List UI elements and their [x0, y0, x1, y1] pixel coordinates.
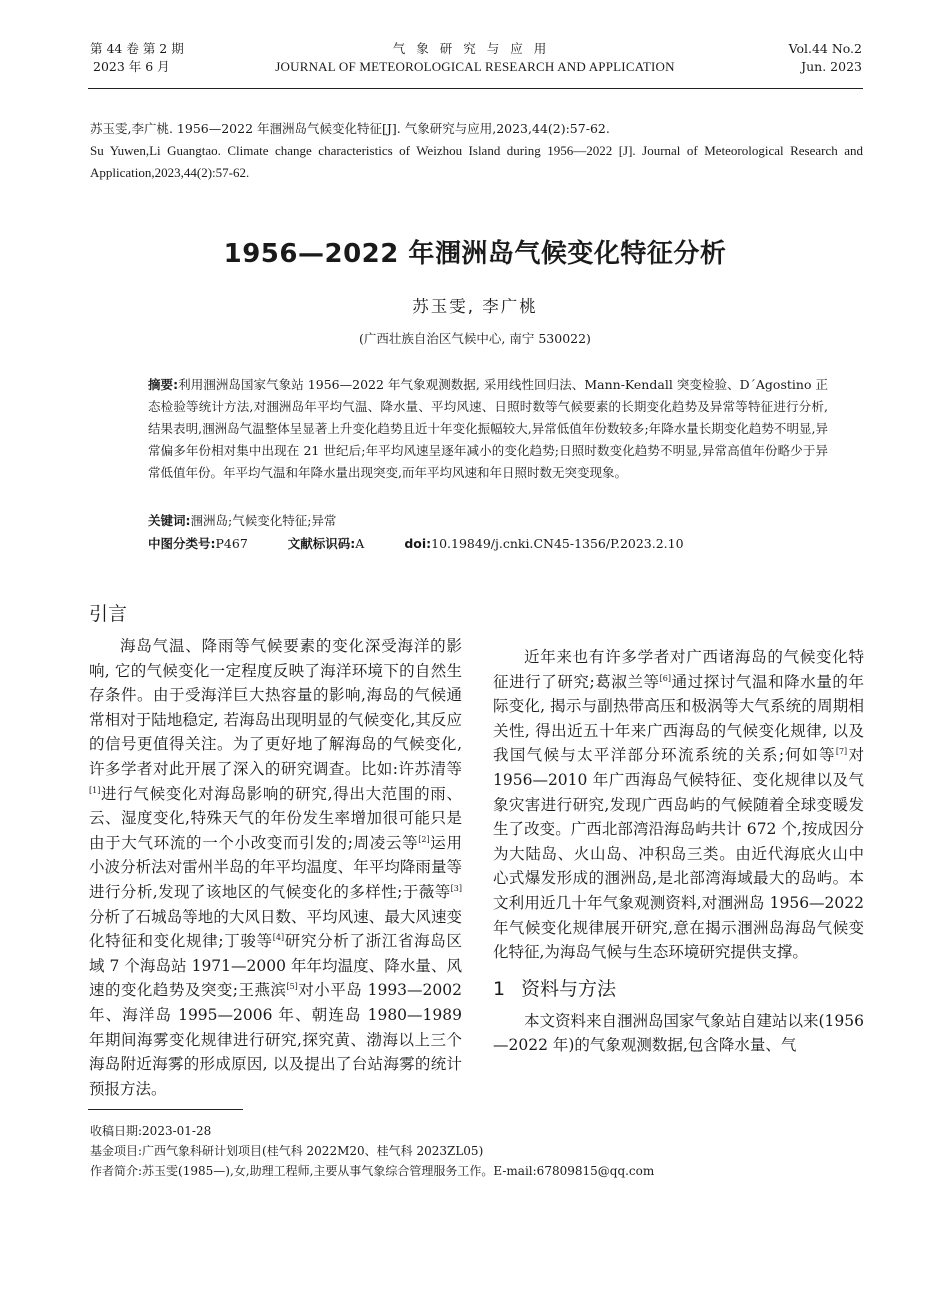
- footnote-author-bio: 作者简介:苏玉雯(1985—),女,助理工程师,主要从事气象综合管理服务工作。E-mail:67809815@qq.com: [90, 1164, 655, 1178]
- body-column-left: [89, 596, 462, 1101]
- ref-1: [1]: [89, 785, 101, 795]
- keywords: [148, 510, 336, 532]
- citation-cn: 苏玉雯,李广桃. 1956—2022 年涠洲岛气候变化特征[J]. 气象研究与应用,2023,44(2):57-62.: [90, 121, 610, 136]
- header-divider: [88, 88, 863, 89]
- clc-value: P467: [215, 536, 248, 551]
- volume-issue-en: Vol.44 No.2: [788, 41, 862, 56]
- citation-en: Su Yuwen,Li Guangtao. Climate change characteristics of Weizhou Island during 1956—2022 [J]. Journal of Meteorological Research and Application,2023,44(2):57-62.: [90, 143, 863, 180]
- ref-6: [6]: [659, 673, 671, 683]
- abstract-label: 摘要:: [148, 377, 179, 392]
- intro-heading: 引言: [89, 603, 128, 625]
- section-1-paragraph-1: 本文资料来自涠洲岛国家气象站自建站以来(1956—2022 年)的气象观测数据,包含降水量、气: [493, 1011, 864, 1055]
- doi-label: doi:: [404, 536, 432, 551]
- running-header-right: [789, 40, 862, 76]
- section-1-title: 资料与方法: [521, 977, 617, 1000]
- issue-date: 2023 年 6 月: [93, 59, 170, 74]
- ref-3: [3]: [450, 883, 462, 893]
- abstract: [148, 374, 828, 484]
- journal-title-cn: 气象研究与应用: [392, 41, 558, 56]
- ref-5: [5]: [286, 982, 298, 992]
- section-1-number: 1: [493, 977, 506, 1000]
- body-column-right: [493, 596, 864, 1058]
- paper-authors: 苏玉雯, 李广桃: [412, 297, 538, 316]
- paper-title: 1956—2022 年涠洲岛气候变化特征分析: [223, 239, 727, 269]
- doc-code-value: A: [355, 536, 365, 551]
- doi-value: 10.19849/j.cnki.CN45-1356/P.2023.2.10: [431, 536, 684, 551]
- section-1-heading: [493, 971, 864, 1007]
- footnote-divider: [88, 1109, 243, 1110]
- keywords-text: 涠洲岛;气候变化特征;异常: [190, 513, 337, 528]
- ref-4: [4]: [272, 932, 285, 942]
- keywords-label: 关键词:: [148, 513, 191, 528]
- classification-row: [148, 533, 684, 555]
- volume-issue: 第 44 卷 第 2 期: [90, 41, 184, 56]
- ref-2: [2]: [418, 834, 430, 844]
- ref-7: [7]: [835, 747, 848, 757]
- paper-affiliation: (广西壮族自治区气候中心, 南宁 530022): [359, 331, 591, 346]
- footnote-fund: 基金项目:广西气象科研计划项目(桂气科 2022M20、桂气科 2023ZL05): [90, 1144, 484, 1158]
- issue-date-en: Jun. 2023: [801, 59, 862, 74]
- clc-label: 中图分类号:: [148, 536, 216, 551]
- intro-paragraph-1: 海岛气温、降雨等气候要素的变化深受海洋的影响, 它的气候变化一定程度反映了海洋环境下的自然生存条件。由于受海洋巨大热容量的影响,海岛的气候通常相对于陆地稳定, 若海岛出现明显的气候变化,其反应的信号更值得关注。为了更好地了解海岛的气候变化,许多学者对此开展了深入的研究调查。比如:许苏清等[1]进行气候变化对海岛影响的研究,得出大范围的雨、云、湿度变化,特殊天气的年份发生率增加很可能只是由于大气环流的一个小改变而引发的;周凌云等[2]运用小波分析法对雷州半岛的年平均温度、年平均降雨量等进行分析,发现了该地区的气候变化的多样性;于薇等[3]分析了石城岛等地的大风日数、平均风速、最大风速变化特征和变化规律;丁骏等[4]研究分析了浙江省海岛区域 7 个海岛站 1971—2000 年年均温度、降水量、风速的变化趋势及突变;王燕滨[5]对小平岛 1993—2002 年、海洋岛 1995—2006 年、朝连岛 1980—1989 年期间海雾变化规律进行研究,探究黄、渤海以上三个海岛附近海雾的形成原因, 以及提出了台站海雾的统计预报方法。: [89, 637, 462, 1098]
- intro-paragraph-2: 近年来也有许多学者对广西诸海岛的气候变化特征进行了研究;葛淑兰等[6]通过探讨气温和降水量的年际变化, 揭示与副热带高压和极涡等大气系统的周期相关性, 得出近五十年来广西海岛的气候变化规律, 以及我国气候与太平洋部分环流系统的关系;何如等[7]对 1956—2010 年广西海岛气候特征、变化规律以及气象灾害进行研究,发现广西岛屿的气候随着全球变暖发生了改变。广西北部湾沿海岛屿共计 672 个,按成因分为大陆岛、火山岛、冲积岛三类。由近代海底火山中心式爆发形成的涠洲岛,是北部湾海域最大的岛屿。本文利用近几十年气象观测资料,对涠洲岛 1956—2022 年气候变化规律展开研究,意在揭示涠洲岛海岛气候变化特征,为海岛气候与生态环境研究提供支撑。: [493, 648, 864, 962]
- footnote-received: 收稿日期:2023-01-28: [90, 1124, 212, 1138]
- doc-code-label: 文献标识码:: [287, 536, 356, 551]
- journal-title-en: JOURNAL OF METEOROLOGICAL RESEARCH AND APPLICATION: [275, 59, 675, 74]
- abstract-text: 利用涠洲岛国家气象站 1956—2022 年气象观测数据, 采用线性回归法、Mann-Kendall 突变检验、D´Agostino 正态检验等统计方法,对涠洲岛年平均气温、降水量、平均风速、日照时数等气候要素的长期变化趋势及异常等特征进行分析,结果表明,涠洲岛气温整体呈显著上升变化趋势且近十年变化振幅较大,异常低值年份数较多;年降水量长期变化趋势不明显,异常偏多年份相对集中出现在 21 世纪后;年平均风速呈逐年减小的变化趋势;日照时数变化趋势不明显,异常高值年份略少于异常低值年份。年平均气温和年降水量出现突变,而年平均风速和年日照时数无突变现象。: [148, 377, 829, 480]
